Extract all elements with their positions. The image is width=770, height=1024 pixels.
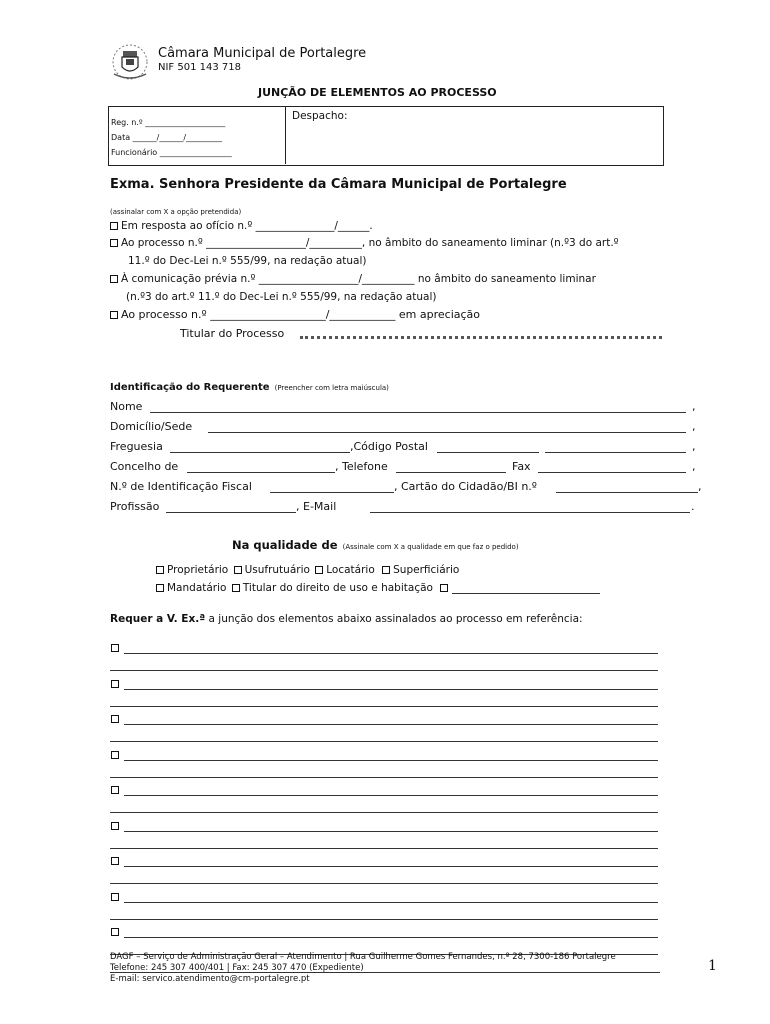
nif-input[interactable] bbox=[270, 492, 394, 493]
element-checkbox-icon[interactable] bbox=[111, 644, 119, 652]
option-comunicacao-cont: (n.º3 do art.º 11.º do Dec-Lei n.º 555/99, na redação atual) bbox=[126, 291, 437, 303]
domicilio-label: Domicílio/Sede bbox=[110, 420, 193, 433]
requer-row bbox=[110, 613, 583, 625]
element-checkbox-icon[interactable] bbox=[111, 751, 119, 759]
superficiario-label: Superficiário bbox=[393, 564, 460, 576]
page-number: 1 bbox=[708, 958, 717, 974]
element-input-continuation[interactable] bbox=[110, 848, 658, 849]
date-field[interactable]: Data ______/______/_________ bbox=[111, 133, 223, 142]
element-input-continuation[interactable] bbox=[110, 670, 658, 671]
telefone-input[interactable] bbox=[396, 472, 506, 473]
titular-label: Titular do direito de uso e habitação bbox=[242, 582, 433, 594]
titular-line[interactable] bbox=[300, 336, 662, 339]
qualidade-other-input[interactable] bbox=[452, 593, 600, 594]
cc-label: , Cartão do Cidadão/BI n.º bbox=[394, 480, 537, 493]
municipal-crest-logo bbox=[108, 42, 152, 82]
element-input-continuation[interactable] bbox=[110, 812, 658, 813]
element-input-continuation[interactable] bbox=[110, 741, 658, 742]
period: . bbox=[691, 500, 695, 513]
comma: , bbox=[698, 480, 702, 493]
option-apreciacao-cont: Titular do Processo bbox=[180, 327, 285, 340]
option-processo-label: Ao processo n.º ___________________/__________, no âmbito do saneamento liminar (n.º3 do art.º bbox=[121, 237, 619, 249]
element-input[interactable] bbox=[124, 653, 658, 654]
admin-box-divider bbox=[285, 106, 286, 164]
element-checkbox-icon[interactable] bbox=[111, 928, 119, 936]
element-input[interactable] bbox=[124, 902, 658, 903]
checkbox-icon[interactable] bbox=[110, 275, 118, 283]
fax-input[interactable] bbox=[538, 472, 686, 473]
municipality-name: Câmara Municipal de Portalegre bbox=[158, 46, 367, 61]
element-checkbox-icon[interactable] bbox=[111, 822, 119, 830]
domicilio-input[interactable] bbox=[208, 432, 686, 433]
localidade-input[interactable] bbox=[545, 452, 686, 453]
nif-label: N.º de Identificação Fiscal bbox=[110, 480, 252, 493]
despacho-label: Despacho: bbox=[292, 110, 348, 122]
checkbox-icon[interactable] bbox=[315, 566, 323, 574]
nome-input[interactable] bbox=[150, 412, 686, 413]
checkbox-icon[interactable] bbox=[156, 566, 164, 574]
checkbox-icon[interactable] bbox=[110, 239, 118, 247]
element-checkbox-icon[interactable] bbox=[111, 715, 119, 723]
element-input-continuation[interactable] bbox=[110, 777, 658, 778]
element-input[interactable] bbox=[124, 831, 658, 832]
element-input[interactable] bbox=[124, 795, 658, 796]
concelho-input[interactable] bbox=[187, 472, 335, 473]
instruction-note: (assinalar com X a opção pretendida) bbox=[110, 208, 242, 216]
document-title: JUNÇÃO DE ELEMENTOS AO PROCESSO bbox=[258, 86, 497, 99]
footer-line-2: Telefone: 245 307 400/401 | Fax: 245 307 470 (Expediente) bbox=[110, 963, 364, 973]
proprietario-label: Proprietário bbox=[167, 564, 229, 576]
qualidade-heading-row bbox=[232, 534, 519, 553]
option-apreciacao[interactable] bbox=[110, 308, 480, 321]
requer-lead: Requer a V. Ex.ª bbox=[110, 613, 206, 625]
option-processo-cont: 11.º do Dec-Lei n.º 555/99, na redação atual) bbox=[128, 255, 367, 267]
locatario-label: Locatário bbox=[326, 564, 375, 576]
element-checkbox-icon[interactable] bbox=[111, 680, 119, 688]
checkbox-icon[interactable] bbox=[156, 584, 164, 592]
requerente-heading-row bbox=[110, 375, 389, 394]
element-checkbox-icon[interactable] bbox=[111, 857, 119, 865]
element-checkbox-icon[interactable] bbox=[111, 893, 119, 901]
checkbox-icon[interactable] bbox=[110, 222, 118, 230]
cc-input[interactable] bbox=[556, 492, 698, 493]
element-input[interactable] bbox=[124, 760, 658, 761]
option-comunicacao-label: À comunicação prévia n.º ___________________/__________ no âmbito do saneamento liminar bbox=[121, 273, 596, 285]
footer bbox=[110, 952, 616, 985]
comma: , bbox=[692, 460, 696, 473]
nome-label: Nome bbox=[110, 400, 143, 413]
checkbox-icon[interactable] bbox=[110, 311, 118, 319]
mandatario-label: Mandatário bbox=[167, 582, 227, 594]
comma: , bbox=[692, 420, 696, 433]
element-input-continuation[interactable] bbox=[110, 883, 658, 884]
codigo-postal-label: ,Código Postal bbox=[350, 440, 428, 453]
element-input[interactable] bbox=[124, 689, 658, 690]
email-label: , E-Mail bbox=[296, 500, 337, 513]
option-processo[interactable] bbox=[110, 237, 619, 249]
element-input[interactable] bbox=[124, 724, 658, 725]
checkbox-icon[interactable] bbox=[232, 584, 240, 592]
checkbox-icon[interactable] bbox=[440, 584, 448, 592]
option-comunicacao[interactable] bbox=[110, 273, 596, 285]
qualidade-row-1 bbox=[156, 564, 459, 576]
concelho-label: Concelho de bbox=[110, 460, 179, 473]
requer-text: a junção dos elementos abaixo assinalados ao processo em referência: bbox=[208, 613, 583, 625]
addressee: Exma. Senhora Presidente da Câmara Municipal de Portalegre bbox=[110, 177, 567, 192]
element-input[interactable] bbox=[124, 937, 658, 938]
comma: , bbox=[692, 440, 696, 453]
freguesia-input[interactable] bbox=[170, 452, 350, 453]
qualidade-row-2 bbox=[156, 582, 451, 594]
element-input-continuation[interactable] bbox=[110, 919, 658, 920]
municipality-nif: NIF 501 143 718 bbox=[158, 62, 241, 73]
comma: , bbox=[692, 400, 696, 413]
element-input[interactable] bbox=[124, 866, 658, 867]
element-input-continuation[interactable] bbox=[110, 706, 658, 707]
codigo-postal-input[interactable] bbox=[437, 452, 539, 453]
option-oficio-label: Em resposta ao ofício n.º _______________/______. bbox=[121, 220, 373, 232]
profissao-label: Profissão bbox=[110, 500, 160, 513]
checkbox-icon[interactable] bbox=[234, 566, 242, 574]
requerente-heading: Identificação do Requerente bbox=[110, 382, 270, 393]
checkbox-icon[interactable] bbox=[382, 566, 390, 574]
usufrutuario-label: Usufrutuário bbox=[244, 564, 310, 576]
profissao-input[interactable] bbox=[166, 512, 296, 513]
freguesia-label: Freguesia bbox=[110, 440, 163, 453]
requerente-note: (Preencher com letra maiúscula) bbox=[274, 384, 389, 392]
element-checkbox-icon[interactable] bbox=[111, 786, 119, 794]
telefone-label: , Telefone bbox=[335, 460, 388, 473]
option-apreciacao-label: Ao processo n.º _____________________/____________ em apreciação bbox=[121, 308, 481, 321]
email-input[interactable] bbox=[370, 512, 690, 513]
qualidade-heading: Na qualidade de bbox=[232, 538, 338, 552]
footer-line-1: DAGF – Serviço de Administração Geral – Atendimento | Rua Guilherme Gomes Fernandes, n.º 28, 7300-186 Portalegre bbox=[110, 952, 616, 962]
fax-label: Fax bbox=[512, 460, 531, 473]
funcionario-field[interactable]: Funcionário __________________ bbox=[111, 148, 232, 157]
qualidade-note: (Assinale com X a qualidade em que faz o pedido) bbox=[342, 543, 519, 551]
footer-line-3: E-mail: servico.atendimento@cm-portalegre.pt bbox=[110, 974, 310, 984]
option-oficio[interactable] bbox=[110, 220, 373, 232]
reg-field[interactable]: Reg. n.º ____________________ bbox=[111, 118, 226, 127]
